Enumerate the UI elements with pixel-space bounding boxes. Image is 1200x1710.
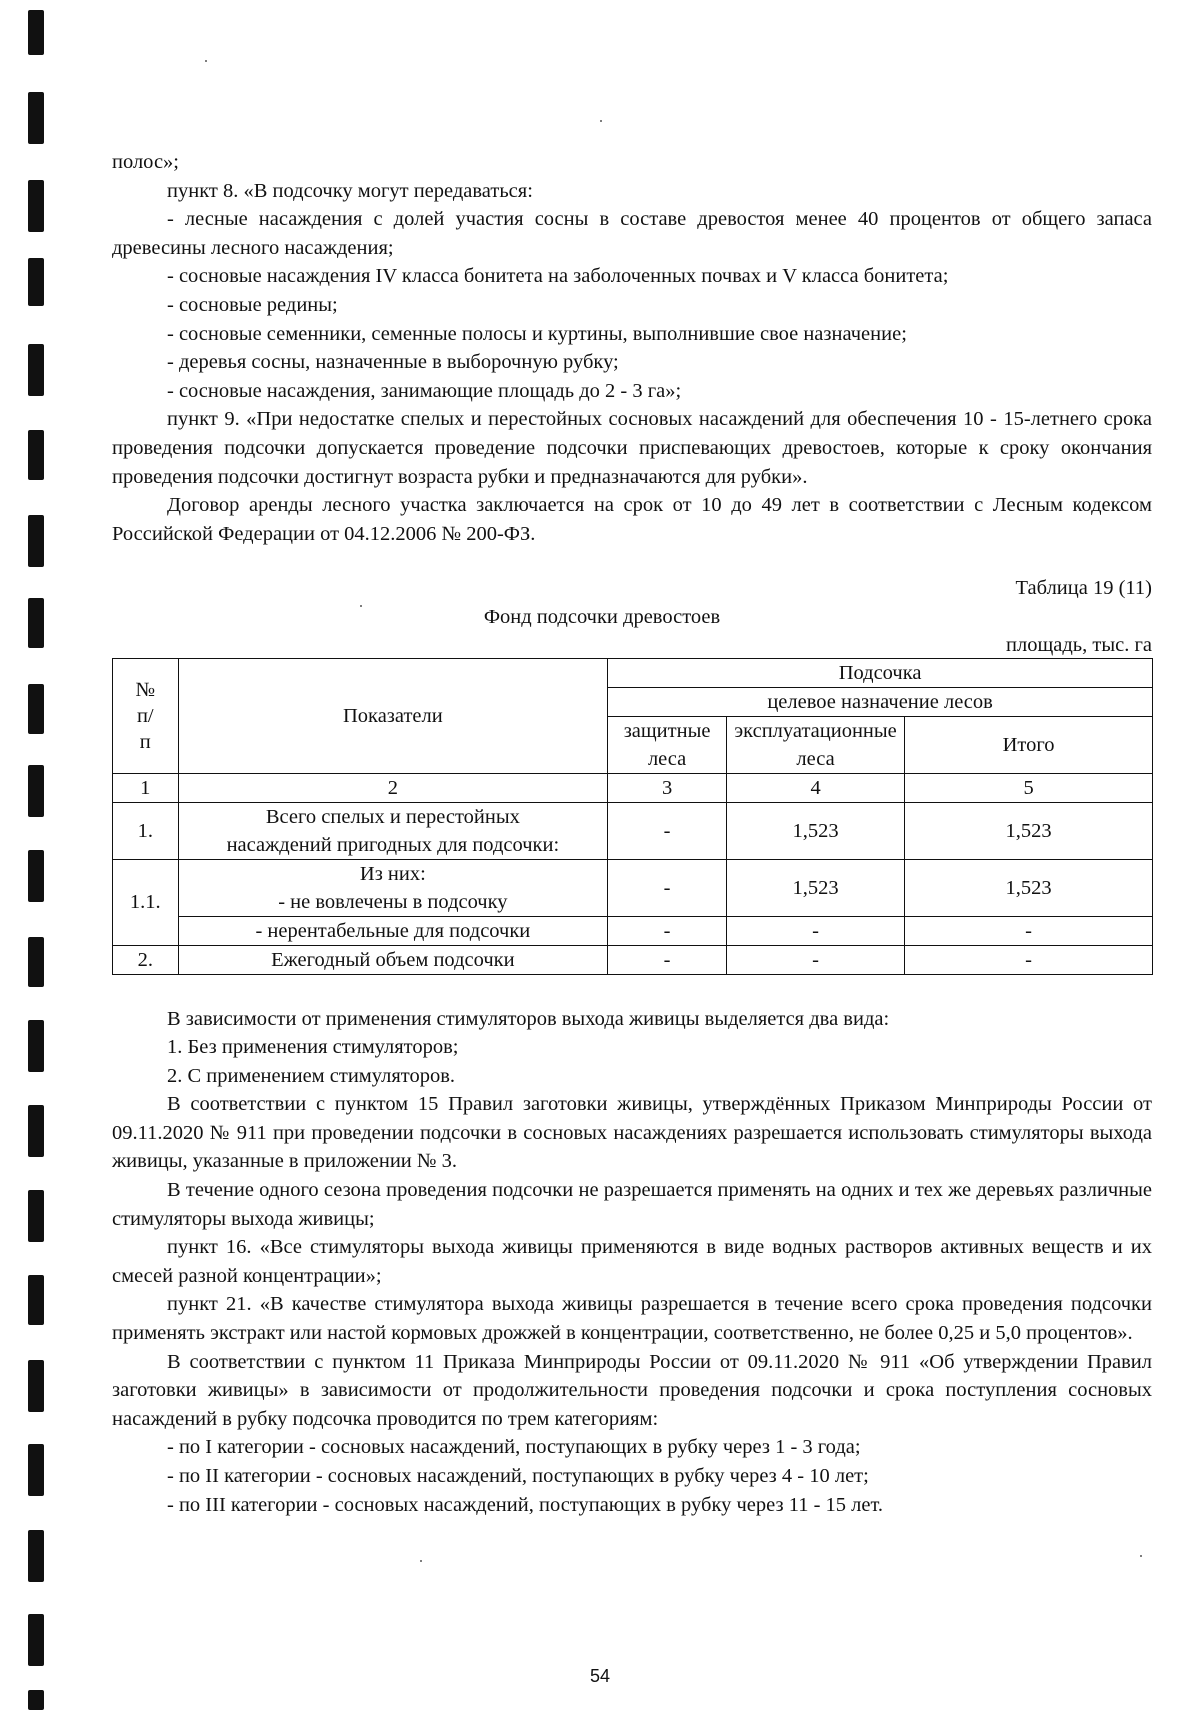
cell-protective: - [608,916,727,945]
paragraph: пункт 21. «В качестве стимулятора выхода живицы разрешается в течение всего срока проведения подсочки применять экстракт или настой кормовых дрожжей в концентрации, соответственно, не более 0,25 и 5,0 процентов». [112,1293,1152,1345]
header-total: Итого [905,716,1153,773]
binding-mark [28,850,44,902]
row-label-line: - не вовлечены в подсочку [278,890,508,913]
header-target: целевое назначение лесов [608,687,1153,716]
header-exploitation: эксплуатационные леса [727,716,905,773]
list-item: - сосновые семенники, семенные полосы и куртины, выполнившие свое назначение; [167,322,907,345]
row-num: 1. [113,802,179,859]
table-units: площадь, тыс. га [1006,633,1152,656]
binding-mark [28,1614,44,1666]
paragraph: полос»; [112,151,179,173]
cell-total: - [905,916,1153,945]
paragraph: Договор аренды лесного участка заключается на срок от 10 до 49 лет в соответствии с Лесным кодексом Российской Федерации от 04.12.2006 № 200-ФЗ. [112,494,1152,545]
table-column-numbers [113,773,1153,802]
header-protective: защитные леса [608,716,727,773]
binding-mark [28,684,44,734]
table-header-row [113,658,1153,687]
binding-mark [28,180,44,232]
cell-total: 1,523 [905,859,1153,916]
header-podsochka: Подсочка [608,658,1153,687]
cell-protective: - [608,945,727,974]
row-label: - нерентабельные для подсочки [178,916,608,945]
list-item: - по II категории - сосновых насаждений, поступающих в рубку через 4 - 10 лет; [167,1465,869,1487]
document-page [112,148,1152,1519]
header-indicators: Показатели [178,658,608,773]
row-num: 1.1. [113,859,179,945]
column-number: 3 [608,773,727,802]
table-number: Таблица 19 (11) [1015,577,1152,600]
data-table [112,658,1153,975]
binding-mark [28,1360,44,1412]
binding-mark [28,1530,44,1582]
list-item: 1. Без применения стимуляторов; [167,1036,459,1059]
cell-exploitation: - [727,916,905,945]
binding-mark [28,1275,44,1325]
cell-exploitation: - [727,945,905,974]
paragraph: В соответствии с пунктом 11 Приказа Минприроды России от 09.11.2020 № 911 «Об утверждении Правил заготовки живицы» в зависимости от продолжительности проведения подсочки и срока поступления сосновых насаждений в рубку подсочка проводится по трем категориям: [112,1350,1152,1430]
row-num: 2. [113,945,179,974]
binding-mark [28,515,44,567]
list-item: - сосновые насаждения, занимающие площадь до 2 - 3 га»; [167,379,682,402]
row-label [178,859,608,916]
binding-mark [28,1105,44,1157]
binding-mark [28,430,44,480]
row-label-line: Из них: [359,862,426,885]
scan-speck [205,60,207,62]
column-number: 5 [905,773,1153,802]
cell-total: 1,523 [905,802,1153,859]
cell-total: - [905,945,1153,974]
page-number: 54 [589,1666,611,1686]
paragraph: В зависимости от применения стимуляторов выхода живицы выделяется два вида: [167,1007,890,1030]
list-item: - по I категории - сосновых насаждений, поступающих в рубку через 1 - 3 года; [167,1436,861,1459]
paragraph: В течение одного сезона проведения подсочки не разрешается применять на одних и тех же деревьях различные стимуляторы выхода живицы; [112,1179,1152,1230]
paragraph: В соответствии с пунктом 15 Правил заготовки живицы, утверждённых Приказом Минприроды России от 09.11.2020 № 911 при проведении подсочки в сосновых насаждениях разрешается использовать стимуляторы выхода живицы, указанные в приложении № 3. [112,1093,1152,1173]
binding-mark [28,1020,44,1072]
list-item: - по III категории - сосновых насаждений, поступающих в рубку через 11 - 15 лет. [167,1493,884,1516]
header-num: № п/п [113,658,179,773]
table-row [113,802,1153,859]
cell-protective: - [608,859,727,916]
row-label: Всего спелых и перестойных насаждений пригодных для подсочки: [178,802,608,859]
binding-mark [28,598,44,648]
binding-mark [28,92,44,144]
table-row [113,859,1153,916]
cell-protective: - [608,802,727,859]
scan-speck [600,120,602,122]
binding-mark [28,765,44,817]
table-row [113,916,1153,945]
cell-exploitation: 1,523 [727,802,905,859]
paragraph: пункт 16. «Все стимуляторы выхода живицы применяются в виде водных растворов активных веществ и их смесей разной концентрации»; [112,1236,1152,1287]
binding-mark [28,10,44,55]
scan-speck [420,1560,422,1562]
binding-mark [28,1444,44,1496]
table-title: Фонд подсочки древостоев [483,605,721,628]
column-number: 4 [727,773,905,802]
list-item: 2. С применением стимуляторов. [167,1064,456,1087]
paragraph: пункт 9. «При недостатке спелых и перестойных сосновых насаждений для обеспечения 10 - 15-летнего срока проведения подсочки допускается проведение подсочки приспевающих древостоев, которые к сроку окончания проведения подсочки достигнут возраста рубки и предназначаются для рубки». [112,408,1152,488]
binding-mark [28,937,44,987]
scan-speck [1140,1555,1142,1557]
binding-mark [28,1690,44,1710]
table-row [113,945,1153,974]
binding-mark [28,258,44,306]
cell-exploitation: 1,523 [727,859,905,916]
row-label: Ежегодный объем подсочки [178,945,608,974]
paragraph: пункт 8. «В подсочку могут передаваться: [167,179,533,202]
binding-mark [28,344,44,396]
binding-mark [28,1190,44,1242]
list-item: - деревья сосны, назначенные в выборочную рубку; [167,351,619,374]
list-item: - сосновые редины; [167,293,338,316]
column-number: 2 [178,773,608,802]
list-item: - сосновые насаждения IV класса бонитета на заболоченных почвах и V класса бонитета; [167,265,949,288]
column-number: 1 [113,773,179,802]
list-item: - лесные насаждения с долей участия сосны в составе древостоя менее 40 процентов от общего запаса древесины лесного насаждения; [112,208,1152,259]
